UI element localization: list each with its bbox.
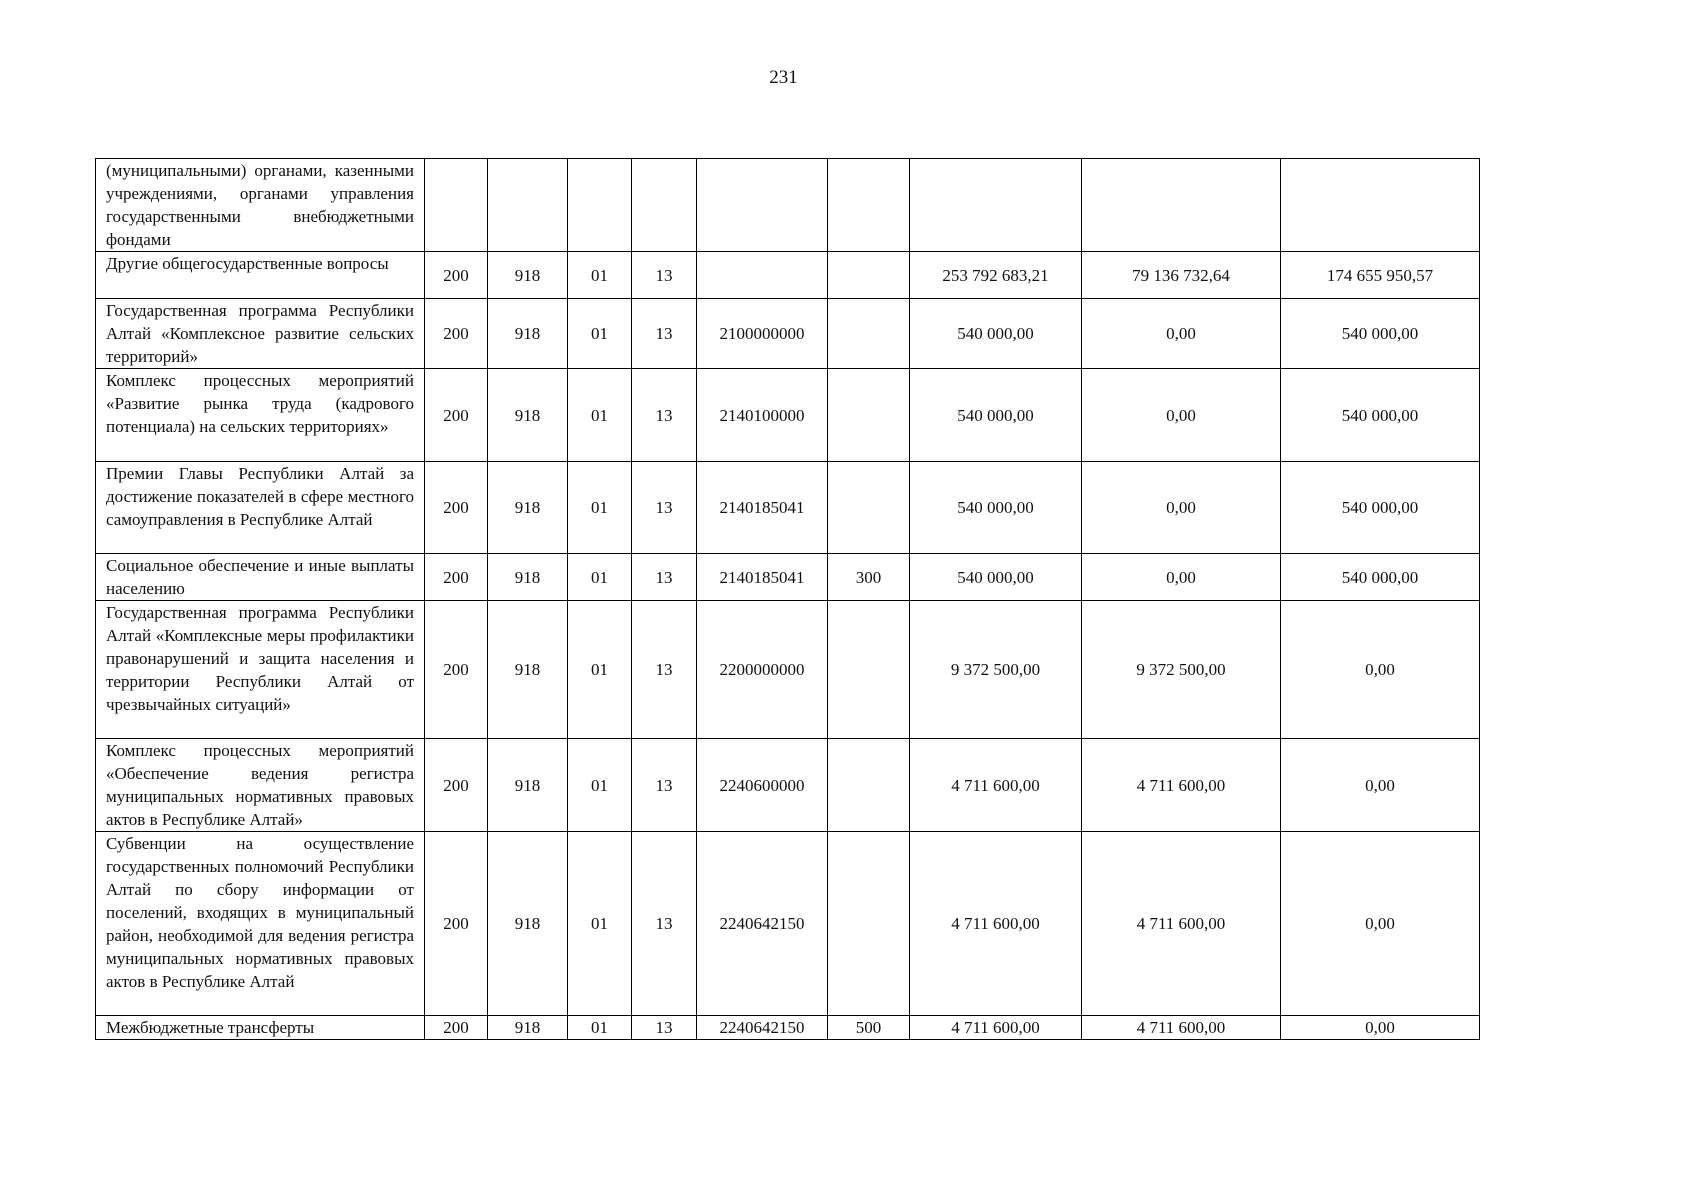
cell-c4: 13 bbox=[632, 832, 697, 1016]
row-name: (муниципальными) органами, казенными учреждениями, органами управления государственными внебюджетными фондами bbox=[96, 159, 425, 252]
cell-v2: 4 711 600,00 bbox=[1082, 1016, 1281, 1040]
cell-c6 bbox=[828, 601, 910, 739]
cell-c2: 918 bbox=[488, 832, 568, 1016]
cell-v2 bbox=[1082, 159, 1281, 252]
cell-c2: 918 bbox=[488, 601, 568, 739]
cell-c5 bbox=[697, 252, 828, 299]
cell-c2 bbox=[488, 159, 568, 252]
cell-c3: 01 bbox=[568, 739, 632, 832]
cell-v2: 0,00 bbox=[1082, 369, 1281, 462]
cell-v1: 4 711 600,00 bbox=[910, 832, 1082, 1016]
row-name: Комплекс процессных мероприятий «Развитие рынка труда (кадрового потенциала) на сельских территориях» bbox=[96, 369, 425, 462]
cell-c6 bbox=[828, 832, 910, 1016]
cell-c3: 01 bbox=[568, 554, 632, 601]
row-name: Государственная программа Республики Алтай «Комплексное развитие сельских территорий» bbox=[96, 299, 425, 369]
table-row bbox=[96, 554, 1480, 601]
cell-v2: 0,00 bbox=[1082, 554, 1281, 601]
cell-c2: 918 bbox=[488, 1016, 568, 1040]
table-row bbox=[96, 739, 1480, 832]
cell-v3 bbox=[1281, 159, 1480, 252]
cell-v3: 540 000,00 bbox=[1281, 554, 1480, 601]
cell-c6 bbox=[828, 739, 910, 832]
cell-v3: 0,00 bbox=[1281, 832, 1480, 1016]
cell-c4: 13 bbox=[632, 601, 697, 739]
cell-c2: 918 bbox=[488, 369, 568, 462]
cell-c4: 13 bbox=[632, 1016, 697, 1040]
cell-c3: 01 bbox=[568, 601, 632, 739]
page-number: 231 bbox=[769, 67, 798, 88]
cell-c6 bbox=[828, 159, 910, 252]
cell-v1 bbox=[910, 159, 1082, 252]
cell-v1: 540 000,00 bbox=[910, 462, 1082, 554]
cell-c3 bbox=[568, 159, 632, 252]
cell-c6 bbox=[828, 462, 910, 554]
cell-c5: 2240600000 bbox=[697, 739, 828, 832]
cell-v1: 540 000,00 bbox=[910, 369, 1082, 462]
cell-c1: 200 bbox=[425, 832, 488, 1016]
cell-c6 bbox=[828, 252, 910, 299]
cell-c5: 2100000000 bbox=[697, 299, 828, 369]
row-name: Субвенции на осуществление государственных полномочий Республики Алтай по сбору информации от поселений, входящих в муниципальный район, необходимой для ведения регистра муниципальных нормативных правовых актов в Республике Алтай bbox=[96, 832, 425, 1016]
cell-v2: 79 136 732,64 bbox=[1082, 252, 1281, 299]
row-name: Межбюджетные трансферты bbox=[96, 1016, 425, 1040]
cell-c1: 200 bbox=[425, 739, 488, 832]
table-row bbox=[96, 601, 1480, 739]
cell-v3: 0,00 bbox=[1281, 1016, 1480, 1040]
row-name: Социальное обеспечение и иные выплаты населению bbox=[96, 554, 425, 601]
cell-v1: 4 711 600,00 bbox=[910, 739, 1082, 832]
budget-table bbox=[95, 158, 1480, 1040]
cell-c3: 01 bbox=[568, 462, 632, 554]
cell-v3: 0,00 bbox=[1281, 739, 1480, 832]
cell-c1: 200 bbox=[425, 601, 488, 739]
cell-c4: 13 bbox=[632, 252, 697, 299]
cell-c1: 200 bbox=[425, 299, 488, 369]
cell-c5: 2140100000 bbox=[697, 369, 828, 462]
row-name: Другие общегосударственные вопросы bbox=[96, 252, 425, 299]
table-row bbox=[96, 159, 1480, 252]
cell-c2: 918 bbox=[488, 739, 568, 832]
cell-v1: 540 000,00 bbox=[910, 299, 1082, 369]
cell-v2: 4 711 600,00 bbox=[1082, 832, 1281, 1016]
cell-c4 bbox=[632, 159, 697, 252]
cell-c4: 13 bbox=[632, 299, 697, 369]
cell-v3: 0,00 bbox=[1281, 601, 1480, 739]
cell-c1: 200 bbox=[425, 462, 488, 554]
cell-c2: 918 bbox=[488, 554, 568, 601]
row-name: Комплекс процессных мероприятий «Обеспечение ведения регистра муниципальных нормативных правовых актов в Республике Алтай» bbox=[96, 739, 425, 832]
cell-c1 bbox=[425, 159, 488, 252]
row-name: Премии Главы Республики Алтай за достижение показателей в сфере местного самоуправления в Республике Алтай bbox=[96, 462, 425, 554]
cell-c5: 2240642150 bbox=[697, 832, 828, 1016]
cell-v2: 0,00 bbox=[1082, 299, 1281, 369]
cell-c3: 01 bbox=[568, 1016, 632, 1040]
cell-v1: 4 711 600,00 bbox=[910, 1016, 1082, 1040]
cell-c6: 300 bbox=[828, 554, 910, 601]
cell-c5: 2240642150 bbox=[697, 1016, 828, 1040]
cell-v1: 9 372 500,00 bbox=[910, 601, 1082, 739]
cell-c4: 13 bbox=[632, 369, 697, 462]
cell-v3: 174 655 950,57 bbox=[1281, 252, 1480, 299]
cell-c5: 2200000000 bbox=[697, 601, 828, 739]
table-row bbox=[96, 369, 1480, 462]
row-name: Государственная программа Республики Алтай «Комплексные меры профилактики правонарушений и защита населения и территории Республики Алтай от чрезвычайных ситуаций» bbox=[96, 601, 425, 739]
cell-c1: 200 bbox=[425, 1016, 488, 1040]
cell-c5: 2140185041 bbox=[697, 462, 828, 554]
cell-c6: 500 bbox=[828, 1016, 910, 1040]
table-row bbox=[96, 832, 1480, 1016]
cell-c3: 01 bbox=[568, 369, 632, 462]
table-row bbox=[96, 299, 1480, 369]
cell-v3: 540 000,00 bbox=[1281, 299, 1480, 369]
cell-c1: 200 bbox=[425, 369, 488, 462]
table-row bbox=[96, 252, 1480, 299]
cell-c3: 01 bbox=[568, 252, 632, 299]
cell-c4: 13 bbox=[632, 739, 697, 832]
cell-c2: 918 bbox=[488, 299, 568, 369]
cell-v1: 540 000,00 bbox=[910, 554, 1082, 601]
cell-v2: 4 711 600,00 bbox=[1082, 739, 1281, 832]
cell-c5 bbox=[697, 159, 828, 252]
cell-c1: 200 bbox=[425, 554, 488, 601]
cell-c2: 918 bbox=[488, 462, 568, 554]
cell-c6 bbox=[828, 299, 910, 369]
cell-c2: 918 bbox=[488, 252, 568, 299]
cell-v2: 0,00 bbox=[1082, 462, 1281, 554]
table-row bbox=[96, 1016, 1480, 1040]
cell-c1: 200 bbox=[425, 252, 488, 299]
cell-v3: 540 000,00 bbox=[1281, 462, 1480, 554]
cell-c3: 01 bbox=[568, 832, 632, 1016]
table-row bbox=[96, 462, 1480, 554]
cell-c3: 01 bbox=[568, 299, 632, 369]
cell-v1: 253 792 683,21 bbox=[910, 252, 1082, 299]
cell-c4: 13 bbox=[632, 554, 697, 601]
cell-v3: 540 000,00 bbox=[1281, 369, 1480, 462]
cell-c6 bbox=[828, 369, 910, 462]
cell-c5: 2140185041 bbox=[697, 554, 828, 601]
cell-c4: 13 bbox=[632, 462, 697, 554]
cell-v2: 9 372 500,00 bbox=[1082, 601, 1281, 739]
